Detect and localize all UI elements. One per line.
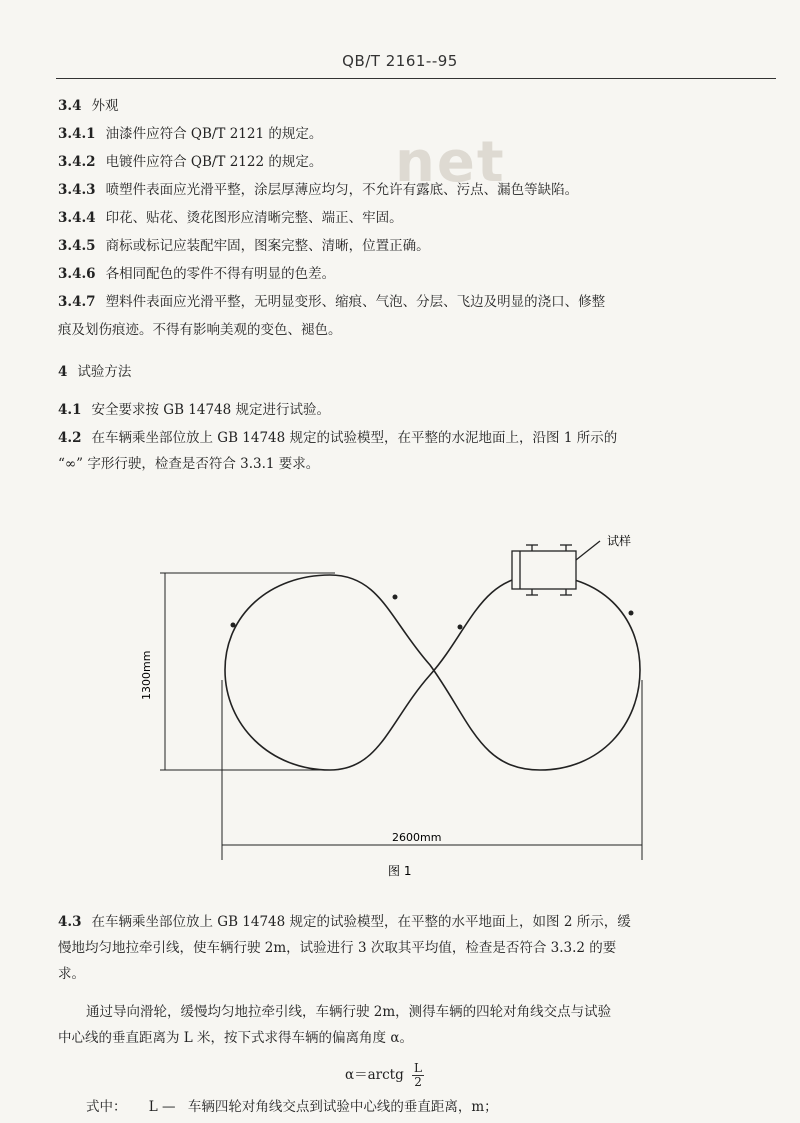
- figure-eight-path: [225, 575, 640, 770]
- clause-4-3: [58, 910, 631, 930]
- clause-text: 安全要求按 GB 14748 规定进行试验。: [91, 402, 331, 418]
- clause-text: 塑料件表面应光滑平整，无明显变形、缩痕、气泡、分层、飞边及明显的浇口、修整: [105, 294, 606, 310]
- height-dim-label: 1300mm: [140, 650, 153, 700]
- sample-label: 试样: [607, 534, 632, 548]
- clause-text: 痕及划伤痕迹。不得有影响美观的变色、褪色。: [58, 322, 342, 338]
- formula-fraction: [412, 1062, 424, 1089]
- clause-text: 各相同配色的零件不得有明显的色差。: [105, 266, 336, 282]
- clause-text: 印花、贴花、烫花图形应清晰完整、端正、牢固。: [105, 210, 403, 226]
- deviation-formula: [345, 1062, 424, 1089]
- width-dim-label: 2600mm: [392, 831, 442, 844]
- clause-text: 电镀件应符合 QB/T 2122 的规定。: [105, 154, 323, 170]
- clause-number: 3.4.5: [58, 238, 96, 254]
- where-var: L —: [148, 1099, 176, 1115]
- para-text: 中心线的垂直距离为 L 米，按下式求得车辆的偏离角度 α。: [58, 1030, 413, 1046]
- clause-number: 3.4.4: [58, 210, 96, 226]
- figure-caption: 图 1: [388, 864, 412, 878]
- where-line: [86, 1095, 498, 1115]
- page-header: QB/T 2161--95: [342, 52, 458, 70]
- clause-number: 3.4.1: [58, 126, 96, 142]
- clause-number: 3.4: [58, 98, 82, 114]
- clause-text: 喷塑件表面应光滑平整，涂层厚薄应均匀，不允许有露底、污点、漏色等缺陷。: [105, 182, 579, 198]
- clause-text: 求。: [58, 966, 85, 982]
- where-label: 式中：: [86, 1099, 127, 1115]
- clause-text: “∞” 字形行驶，检查是否符合 3.3.1 要求。: [58, 456, 320, 472]
- section-title: 试验方法: [77, 364, 132, 380]
- formula-denominator: 2: [414, 1075, 422, 1089]
- clause-number: 3.4.3: [58, 182, 96, 198]
- clause-number: 4.2: [58, 430, 82, 446]
- clause-text: 慢地均匀地拉牵引线，使车辆行驶 2m，试验进行 3 次取其平均值，检查是否符合 3.3.2 的要: [58, 940, 617, 956]
- height-dimension: [160, 573, 335, 770]
- path-marks: [231, 595, 634, 630]
- test-sample-icon: [512, 541, 600, 595]
- clause-number: 4.3: [58, 914, 82, 930]
- clause-text: 外观: [91, 98, 119, 114]
- clause-number: 3.4.2: [58, 154, 96, 170]
- where-desc: 车辆四轮对角线交点到试验中心线的垂直距离，m；: [187, 1099, 498, 1115]
- clause-4-3-cont2: [58, 962, 85, 982]
- clause-text: 在车辆乘坐部位放上 GB 14748 规定的试验模型，在平整的水泥地面上，沿图 1 所示的: [91, 430, 618, 446]
- clause-number: 4.1: [58, 402, 82, 418]
- clause-text: 油漆件应符合 QB/T 2121 的规定。: [105, 126, 323, 142]
- clause-text: 商标或标记应装配牢固，图案完整、清晰，位置正确。: [105, 238, 430, 254]
- para-text: 通过导向滑轮，缓慢均匀地拉牵引线，车辆行驶 2m，测得车辆的四轮对角线交点与试验: [86, 1004, 612, 1020]
- clause-number: 3.4.6: [58, 266, 96, 282]
- formula-prefix: α＝arctg: [345, 1067, 404, 1083]
- clause-text: 在车辆乘坐部位放上 GB 14748 规定的试验模型，在平整的水平地面上，如图 2 所示，缓: [91, 914, 631, 930]
- clause-number: 3.4.7: [58, 294, 96, 310]
- section-number: 4: [58, 364, 68, 380]
- watermark: net: [395, 130, 506, 195]
- clause-4-3-cont1: [58, 936, 616, 956]
- para-2-line-2: [58, 1026, 413, 1046]
- formula-numerator: L: [414, 1061, 423, 1075]
- para-2-line-1: [86, 1000, 611, 1020]
